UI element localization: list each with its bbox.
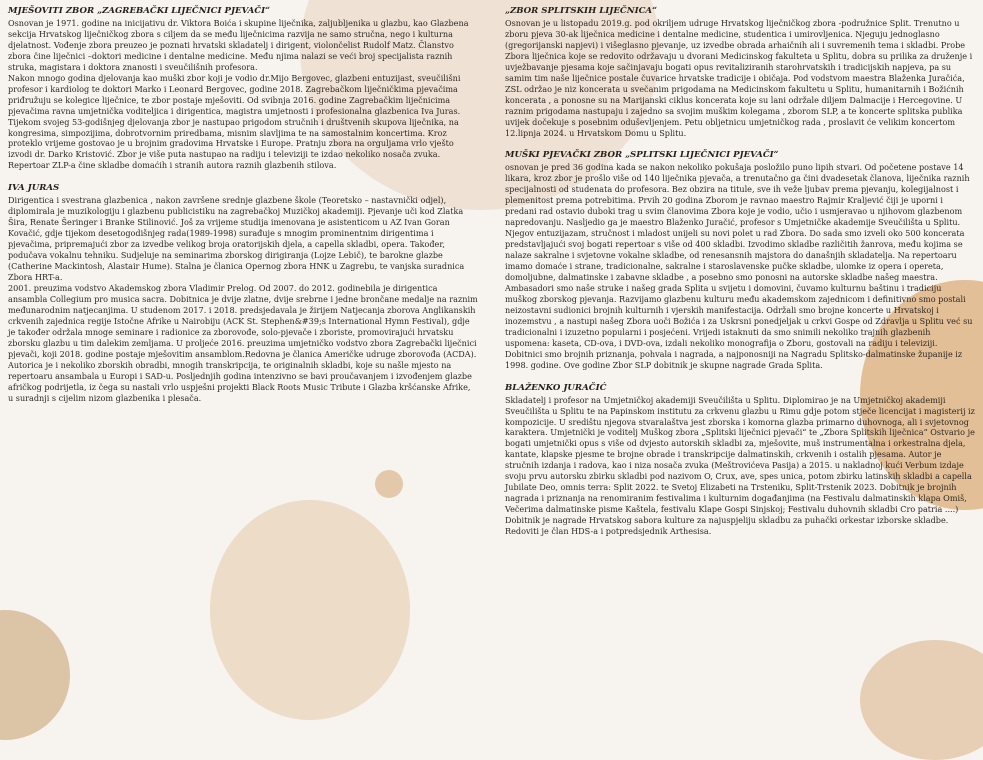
paragraph: Osnovan je 1971. godine na inicijativu dr. Viktora Boića i skupine liječnika, zaljubljenika u glazbu, kao Glazbena sekcija Hrvatskog liječničkog zbora s ciljem da se među liječnicima razvija ne samo stručna, nego i kulturna djelatnost. Vođenje zbora preuzeo je poznati hrvatski skladatelj i dirigent, violončelist Rudolf Matz. Članstvo zbora čine liječnici –doktori medicine i dentalne medicine. Među njima nalazi se veći broj specijalista raznih struka, magistara i doktora znanosti i sveučilišnih profesora. xyxy=(8,18,469,72)
decorative-dot xyxy=(375,470,403,498)
paragraph: 2001. preuzima vodstvo Akademskog zbora Vladimir Prelog. Od 2007. do 2012. godinebila je dirigentica ansambla Collegium pro musica sacra. Dobitnica je dvije zlatne, dvije srebrne i jedne brončane medalje na raznim međunarodnim natjecanjima. U studenom 2017. i 2018. predsjedavala je žirijem Natjecanja zborova Anglikanskih crkvenih zajednica regije Istočne Afrike u Nairobiju (ACK St. Stephen&#39;s International Hymn Festival), gdje je također održala mnoge seminare i radionice za zborovođe, solo-pjevače i zboriste, promovirajući hrvatsku zborsku glazbu u tim dalekim zemljama. U proljeće 2016. preuzima umjetničko vodstvo zbora Zagrebački liječnici pjevači, koji 2018. godine postaje mješovitim ansamblom.Redovna je članica Američke udruge zborovođa (ACDA). Autorica je i nekoliko zborskih obradbi, mnogih transkripcija, te originalnih skladbi, koje su našle mjesto na repertoaru ansambala u Europi i SAD-u. Posljednjih godina intenzivno se bavi proučavanjem i izvođenjem glazbe afričkog podrijetla, iz čega su nastali vrlo uspješni projekti Black Roots Music Tribute i Glazba kršćanske Afrike, u suradnji s cijelim nizom glazbenika i plesača. xyxy=(8,282,478,403)
section-zagreb-choir xyxy=(8,6,478,171)
right-column xyxy=(505,6,975,541)
paragraph: Dirigentica i svestrana glazbenica , nakon završene srednje glazbene škole (Teoretsko – nastavnički odjel), diplomirala je muzikologiju i glazbenu publicistiku na zagrebačkoj Muzičkoj akademiji. Pjevanje uči kod Zlatka Šira, Renate Šeringer i Branke Stilinović. Još za vrijeme studija imenovana je asistenticom u AZ Ivan Goran Kovačić, gdje tijekom desetogodišnjeg rada(1989-1998) surađuje s mnogim prominentnim dirigentima i pjevačima, pripremajući zbor za izvedbe velikog broja oratorijskih djela, a capella skladbi, opera. Također, podučava vokalnu tehniku. Sudjeluje na seminarima zborskog dirigiranja (Lojze Lebič), te barokne glazbe (Catherine Mackintosh, Alastair Hume). Stalna je članica Opernog zbora HNK u Zagrebu, te vanjska suradnica Zbora HRT-a. xyxy=(8,195,465,283)
decorative-circle xyxy=(860,640,983,760)
decorative-circle xyxy=(210,500,410,720)
paragraph: Skladatelj i profesor na Umjetničkoj akademiji Sveučilišta u Splitu. Diplomirao je na Umjetničkoj akademiji Sveučilišta u Splitu te na Papinskom institutu za crkvenu glazbu u Rimu gdje potom stječe licencijat i magisterij iz kompozicije. U središtu njegova stvaralaštva jest zborska i komorna glazba primarno duhovnoga, ali i svjetovnog karaktera. Umjetnički je voditelj Muškog zbora „Splitski liječnici pjevači“ te „Zbora Splitskih liječnica“ Ostvario je bogati umjetnički opus s više od dvjesto autorskih skladbi za, mješovite, muš instrumentalna i orkestralna djela, kantate, klapske pjesme te brojne obrade i transkripcije dalmatinskih, crkvenih i ostalih pjesama. Autor je stručnih izdanja i radova, kao i niza nosača zvuka (Meštrovićeva Pasija) a 2015. u nakladnoj kući Verbum izdaje svoju prvu autorsku zbirku skladbi pod nazivom O, Crux, ave, spes unica, potom zbirku latinskih skladbi a capella Jubilate Deo, omnis terra: Split 2022. te Svetoj Elizabeti na Trsteniku, Split-Trstenik 2023. Dobitnik je brojnih nagrada i priznanja na renomiranim festivalima i kulturnim događanjima (na Festivalu dalmatinskih klapa Omiš, Večerima dalmatinske pisme Kaštela, festivalu Klape Gospi Sinjskoj; Festivalu duhovnih skladbi Cro patria ....) Dobitnik je nagrade Hrvatskog sabora kulture za najuspjeliju skladbu za puhački orkestar izborske skladbe. Redoviti je član HDS-a i potpredsjednik Arthesisa. xyxy=(505,394,975,537)
left-column xyxy=(8,6,478,407)
section-title: MUŠKI PJEVAČKI ZBOR „SPLITSKI LIJEČNICI PJEVAČI“ xyxy=(505,150,779,161)
section-blazenko-juracic xyxy=(505,383,975,537)
section-title: BLAŽENKO JURAČIĆ xyxy=(505,382,607,393)
section-split-women-doctors-choir xyxy=(505,6,975,138)
paragraph: osnovan je pred 36 godina kada se nakon nekoliko pokušaja posložilo puno lipih stvari. Od početene postave 14 likara, kroz zbor je prošlo više od 140 liječnika pjevača, a trenutačno ga čini dvadesetak članova, liječnika raznih specijalnosti od studenata do profesora. Bez obzira na titule, sve ih veže ljubav prema pjevanju, kolegijalnost i plemenitost prema potrebitima. Prvih 20 godina Zborom je ravnao maestro Rajmir Kraljević čiji je uporni i predani rad ostavio duboki trag u svim članovima Zbora koje je vodio, učio i usmjeravao u njihovom glazbenom napredovanju. Nasljedio ga je maestro Blaženko Juračić, profesor s Umjetničke akademije Sveučilišta u Splitu. Njegov entuzijazam, stručnost i mladost unijeli su novi polet u rad Zbora. Do sada smo izveli oko 500 koncerata predstavljajući svoj bogati repertoar s više od 400 skladbi. Izvodimo skladbe različitih žanrova, među kojima se nalaze sakralne i svjetovne vokalne skladbe, od renesansnih majstora do današnjih skladatelja. Na repertoaru imamo domaće i strane, tradicionalne, sakralne i staroslavenske pučke skladbe, ulomke iz opera i opereta, domoljubne, dalmatinske i zabavne skladbe , a posebno smo ponosni na autorske skladbe našeg maestra. Ambasadori smo naše struke i našeg grada Splita u svijetu i domovini, čuvamo kulturnu baštinu i tradiciju muškog zborskog pjevanja. Razvijamo glazbenu kulturu među akademskom zajednicom i definitivno smo postali neizostavni sudionici brojnih kulturnih i vjerskih manifestacija. Održali smo brojne koncerte u Hrvatskoj i inozemstvu , a nastupi našeg Zbora uoči Božića i za Uskrsni ponedjeljak u crkvi Gospe od Zdravlja u Splitu već su tradicionalni i izuzetno popularni i posjećeni. Vrijedi istaknuti da smo snimili nekoliko trajnih glazbenih uspomena: kaseta, CD-ova, i DVD-ova, izdali nekoliko monografija o Zboru, gostovali na radiju i televiziji. Dobitnici smo brojnih priznanja, pohvala i nagrada, a najponosniji na Nagradu Splitsko-dalmatinske županije iz 1998. godine. Ove godine Zbor SLP dobitnik je skupne nagrade Grada Splita. xyxy=(505,162,973,370)
section-title: „ZBOR SPLITSKIH LIJEČNICA“ xyxy=(505,6,658,16)
paragraph: Osnovan je u listopadu 2019.g. pod okriljem udruge Hrvatskog liječničkog zbora -podružnice Split. Trenutno u zboru pjeva 30-ak liječnica medicine i dentalne medicine, studentica i umirovljenica. Njeguju jednoglasno (gregorijanski napjevi) i višeglasno pjevanje, uz izvedbe obrada arhaičnih ali i suvremenih tema i skladbi. Probe Zbora liječnica koje se redovito održavaju u dvorani Medicinskog fakulteta u Splitu, dobra su prilika za druženje i uvježbavanje pjesama koje sačinjavaju bogati opus revitaliziranih starohrvatskih i tradicijskih napjeva, pa su samim tim naše liječnice postale čuvarice hrvatske tradicije i običaja. Pod vodstvom maestra Blaženka Juračića, ZSL održao je niz koncerata u svečanim prigodama na Medicinskom fakultetu u Splitu, humanitarnih i Božićnih koncerata , a ponosne su na Marijanski ciklus koncerata koje su lani održale diljem Dalmacije i Hercegovine. U raznim prigodama nastupaju i zajedno sa svojim muškim kolegama , zborom SLP, a te koncerte splitska publika uvijek dočekuje s posebnim oduševljenjem. Petu obljetnicu umjetničkog rada , proslavit će velikim koncertom 12.lipnja 2024. u Hrvatskom Domu u Splitu. xyxy=(505,18,973,138)
section-iva-juras xyxy=(8,183,478,403)
paragraph: Tijekom svojeg 53-godišnjeg djelovanja zbor je nastupao prigodom stručnih i društvenih skupova liječnika, na kongresima, simpozijima, dobrotvornim priredbama, misnim slavljima te na samostalnim koncertima. Kroz proteklo vrijeme gostovao je u brojnim gradovima Hrvatske i Europe. Pratnju zbora na orguljama vrlo vješto izvodi dr. Darko Kristović. Zbor je više puta nastupao na radiju i televiziji te izdao nekoliko nosača zvuka. Repertoar ZLP-a čine skladbe domaćih i stranih autora raznih glazbenih stilova. xyxy=(8,116,459,171)
section-title: IVA JURAS xyxy=(8,183,60,194)
section-title: MJEŠOVITI ZBOR „ZAGREBAČKI LIJEČNICI PJEVAČI“ xyxy=(8,6,271,16)
paragraph: Nakon mnogo godina djelovanja kao muški zbor koji je vodio dr.Mijo Bergovec, glazbeni entuzijast, sveučilišni profesor i kardiolog te doktori Marko i Leonard Bergovec, godine 2018. Zagrebačkom liječničkima pjevačima priđružuju se kolegice liječnice, te zbor postaje mješoviti. Od svibnja 2016. godine Zagrebačkim liječnicima pjevačima ravna umjetnička voditeljica i dirigentica, magistra umjetnosti i profesionalna glazbenica Iva Juras. xyxy=(8,72,461,116)
section-split-men-choir xyxy=(505,150,975,370)
decorative-circle xyxy=(0,610,70,740)
